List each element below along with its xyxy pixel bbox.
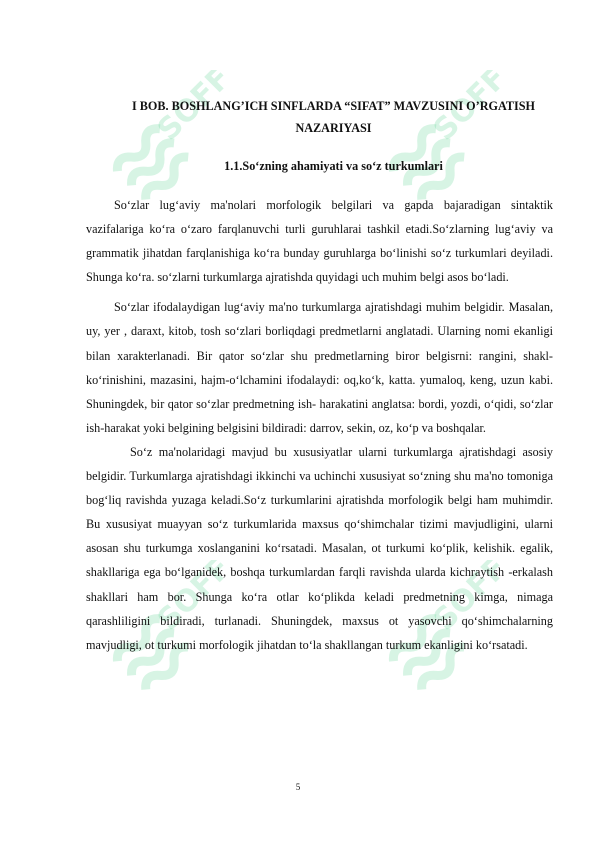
svg-text:SOFF: SOFF: [426, 560, 514, 638]
svg-text:SOFF: SOFF: [426, 70, 514, 148]
paragraph: So‘zlar ifodalaydigan lug‘aviy ma'no turkumlarga ajratishdagi muhim belgidir. Masalan, uy, yer , daraxt, kitob, tosh so‘zlari borliqdagi predmetlarni anglatadi. Ularning nomi ekanligi bilan xarakterlanadi. Bir qator so‘zlar shu predmetlarning biror belgisrni: rangini, shakl-ko‘rinishini, mazasini, hajm-o‘lchamini ifodalaydi: oq,ko‘k, katta. yumaloq, keng, uzun kabi. Shuningdek, bir qator so‘zlar predmetning ish- harakatini anglatsa: bordi, yozdi, o‘qidi, so‘zlar ish-harakat yoki belgining belgisini bildiradi: darrov, sekin, oz, ko‘p va boshqalar.: [86, 300, 553, 435]
paragraph: So‘z ma'nolaridagi mavjud bu xususiyatlar ularni turkumlarga ajratishdagi asosiy belgidir. Turkumlarga ajratishdagi ikkinchi va uchinchi xususiyat so‘zning shu ma'no tomoniga bog‘liq ravishda yuzaga keladi.So‘z turkumlarini ajratishda morfologik belgi ham muhimdir. Bu xususiyat muayyan so‘z turkumlarida maxsus qo‘shimchalar tizimi mavjudligini, ularni asosan shu turkumga xoslanganini ko‘rsatadi. Masalan, ot turkumi ko‘plik, kelishik. egalik, shakllariga ega bo‘lganidek, boshqa turkumlardan farqli ravishda ularda kichraytish -erkalash shakllari ham bor. Shunga ko‘ra otlar ko‘plikda keladi predmetning kimga, nimaga qarashliligini bildiradi, turlanadi. Shuningdek, maxsus ot yasovchi qo‘shimchalarning mavjudligi, ot turkumi morfologik jihatdan to‘la shakllangan turkum ekanligini ko‘rsatadi.: [86, 444, 553, 652]
svg-text:SOFF: SOFF: [150, 560, 238, 638]
paragraph: So‘zlar lug‘aviy ma'nolari morfologik belgilari va gapda bajaradigan sintaktik vazifalariga ko‘ra o‘zaro farqlanuvchi turli guruhlarai tashkil etadi.So‘zlarning lug‘aviy va grammatik jihatdan farqlanishiga ko‘ra bunday guruhlarga bo‘linishi so‘z turkumlari deyiladi. Shunga ko‘ra. so‘zlarni turkumlarga ajratishda quyidagi uch muhim belgi asos bo‘ladi.: [86, 198, 553, 285]
body-text: [86, 193, 553, 657]
svg-text:SOFF: SOFF: [150, 70, 238, 148]
chapter-title: I BOB. BOSHLANG’ICH SINFLARDA “SIFAT” MAVZUSINI O’RGATISH NAZARIYASI: [131, 99, 536, 135]
page-number: 5: [295, 782, 301, 792]
section-heading: 1.1.So‘zning ahamiyati va so‘z turkumlari: [224, 159, 443, 173]
